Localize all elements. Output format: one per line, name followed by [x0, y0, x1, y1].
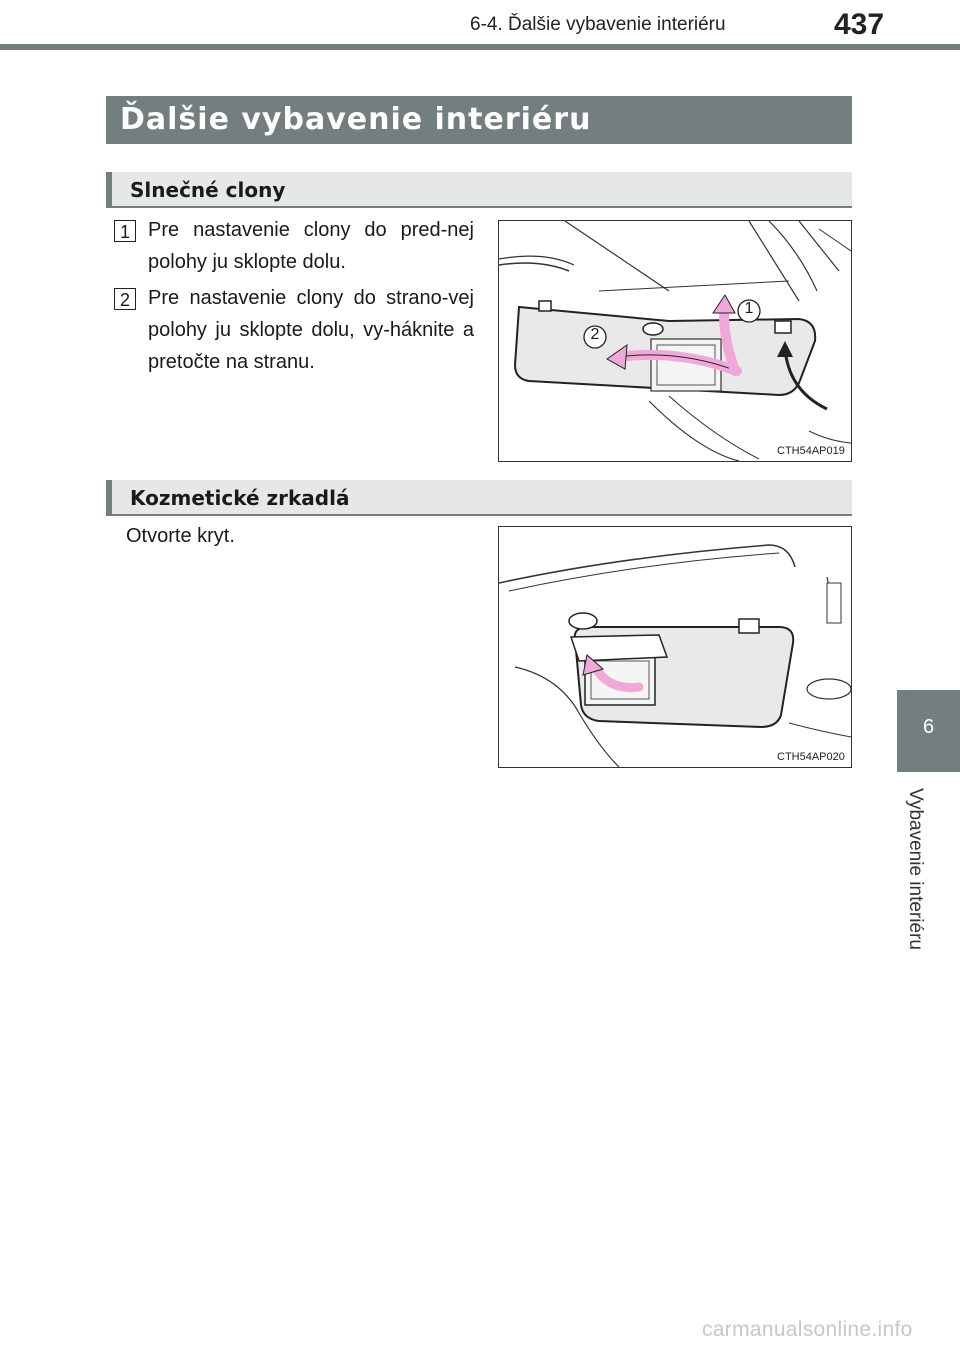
- main-title: Ďalšie vybavenie interiéru: [106, 96, 852, 144]
- watermark: carmanualsonline.info: [702, 1318, 913, 1341]
- header-rule: [0, 44, 960, 50]
- vanity-mirror-figure: [498, 526, 852, 768]
- callout-1: 1: [744, 300, 754, 317]
- step-text-2: Pre nastavenie clony do strano-vej polohy ju sklopte dolu, vy-háknite a pretočte na stranu.: [148, 287, 474, 373]
- figure-code-2: CTH54AP020: [777, 751, 845, 763]
- step-text-1: Pre nastavenie clony do pred-nej polohy ju sklopte dolu.: [148, 219, 474, 273]
- step-number-1: 1: [114, 220, 136, 242]
- step-number-2: 2: [114, 288, 136, 310]
- header-section-title: 6-4. Ďalšie vybavenie interiéru: [470, 14, 726, 35]
- vanity-mirror-illustration: [499, 527, 851, 767]
- sun-visor-illustration: [499, 221, 851, 461]
- chapter-tab[interactable]: [897, 690, 960, 772]
- section-title-sun-visors: Slnečné clony: [106, 172, 852, 208]
- mirror-instruction-text: Otvorte kryt.: [126, 525, 235, 547]
- section-title-vanity-mirrors: Kozmetické zrkadlá: [106, 480, 852, 516]
- sun-visor-figure: [498, 220, 852, 462]
- page-number: 437: [834, 8, 885, 41]
- chapter-tab-number: 6: [922, 716, 935, 738]
- figure-code-1: CTH54AP019: [777, 445, 845, 457]
- chapter-side-label: Vybavenie interiéru: [905, 788, 926, 950]
- callout-2: 2: [590, 326, 600, 343]
